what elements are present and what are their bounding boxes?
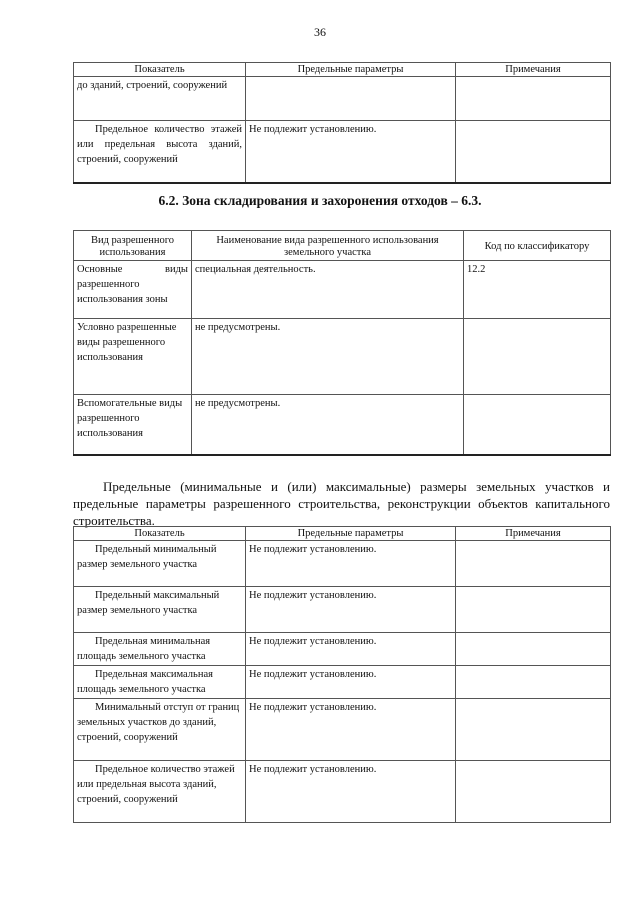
table-cell: [456, 761, 611, 823]
table-header-row: [74, 63, 611, 77]
table-cell: Не подлежит установлению.: [246, 633, 456, 666]
table-cell: [464, 319, 611, 395]
table-row: [74, 761, 611, 823]
table-header-row: [74, 527, 611, 541]
table-cell: [456, 699, 611, 761]
table-row: [74, 261, 611, 319]
params-table: [73, 526, 611, 823]
table-cell: [456, 666, 611, 699]
column-header: Предельные параметры: [246, 63, 456, 77]
table-cell: Предельный максимальный размер земельного участка: [74, 587, 246, 633]
intro-paragraph: Предельные (минимальные и (или) максимальные) размеры земельных участков и предельные параметры разрешенного строительства, реконструкции объектов капитального строительства.: [73, 479, 610, 528]
table-row: [74, 666, 611, 699]
column-header: Вид разрешенного использования: [74, 231, 192, 261]
column-header: Код по классификатору: [464, 231, 611, 261]
table-cell: [246, 77, 456, 121]
table-cell: Не подлежит установлению.: [246, 666, 456, 699]
use-types-table: [73, 230, 611, 456]
table-cell: Не подлежит установлению.: [246, 587, 456, 633]
table-cell: Условно разрешенные виды разрешенного использования: [74, 319, 192, 395]
column-header: Показатель: [74, 527, 246, 541]
table-cell: Предельное количество этажей или предельная высота зданий, строений, сооружений: [74, 761, 246, 823]
table-row: [74, 633, 611, 666]
table-row: [74, 395, 611, 455]
table-cell: специальная деятельность.: [192, 261, 464, 319]
table-cell: Предельный минимальный размер земельного участка: [74, 541, 246, 587]
table-cell: [456, 633, 611, 666]
table-cell: Не подлежит установлению.: [246, 761, 456, 823]
column-header: Показатель: [74, 63, 246, 77]
column-header: Наименование вида разрешенного использования земельного участка: [192, 231, 464, 261]
table-cell: Вспомогательные виды разрешенного использования: [74, 395, 192, 455]
table-cell: Предельная минимальная площадь земельного участка: [74, 633, 246, 666]
column-header: Примечания: [456, 63, 611, 77]
table-row: [74, 121, 611, 183]
table-row: [74, 541, 611, 587]
table-cell: Не подлежит установлению.: [246, 699, 456, 761]
table-cell: Предельное количество этажей или предельная высота зданий, строений, сооружений: [74, 121, 246, 183]
table-row: [74, 77, 611, 121]
table-cell: [456, 587, 611, 633]
table-header-row: [74, 231, 611, 261]
table-cell: [464, 395, 611, 455]
table-cell: не предусмотрены.: [192, 395, 464, 455]
table-cell: Предельная максимальная площадь земельного участка: [74, 666, 246, 699]
table-cell: Минимальный отступ от границ земельных участков до зданий, строений, сооружений: [74, 699, 246, 761]
section-heading: 6.2. Зона складирования и захоронения отходов – 6.3.: [158, 193, 482, 208]
top-params-table: [73, 62, 611, 184]
page-number: 36: [314, 25, 326, 39]
column-header: Примечания: [456, 527, 611, 541]
table-cell: [456, 541, 611, 587]
table-cell: [456, 121, 611, 183]
table-cell: Не подлежит установлению.: [246, 541, 456, 587]
column-header: Предельные параметры: [246, 527, 456, 541]
table-row: [74, 319, 611, 395]
table-cell: Основные виды разрешенного использования зоны: [74, 261, 192, 319]
table-cell: Не подлежит установлению.: [246, 121, 456, 183]
table-cell: до зданий, строений, сооружений: [74, 77, 246, 121]
table-cell: 12.2: [464, 261, 611, 319]
table-cell: не предусмотрены.: [192, 319, 464, 395]
table-row: [74, 699, 611, 761]
table-row: [74, 587, 611, 633]
table-cell: [456, 77, 611, 121]
